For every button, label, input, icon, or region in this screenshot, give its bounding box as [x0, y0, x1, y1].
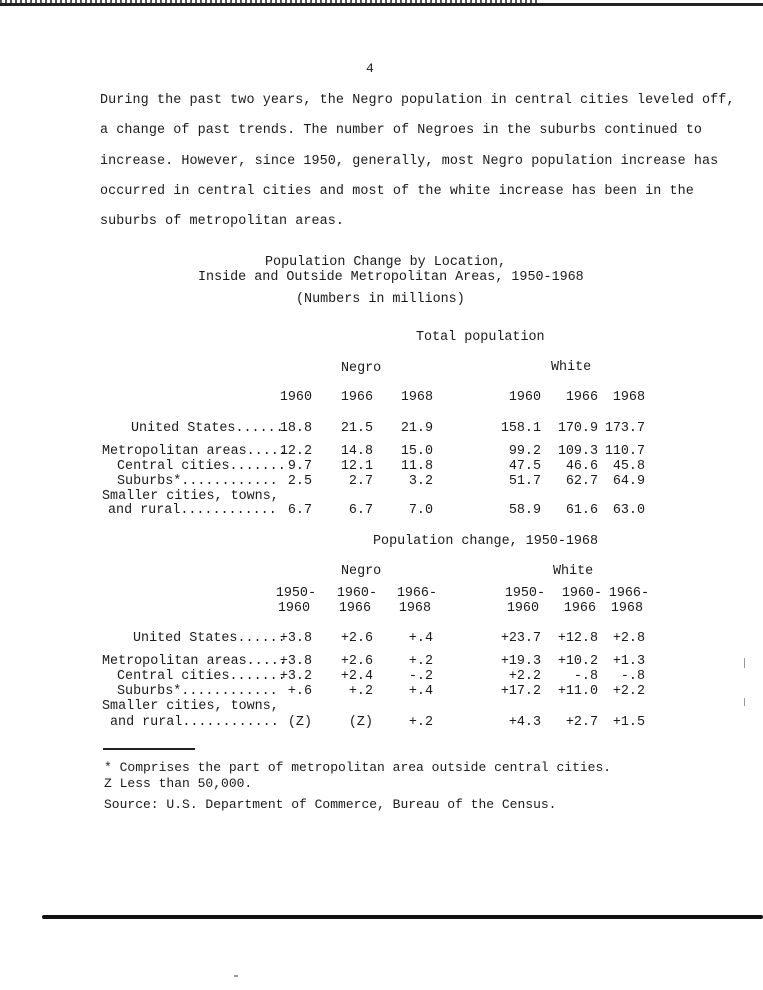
row-label: and rural............	[108, 503, 277, 518]
table-cell: +23.7	[500, 631, 541, 646]
table-cell: 7.0	[408, 503, 433, 518]
table-cell: +3.8	[279, 654, 312, 669]
table-cell: +11.0	[557, 684, 598, 699]
column-period-header: 1968	[398, 601, 431, 616]
scan-speck	[744, 658, 745, 668]
table-cell: 61.6	[565, 503, 598, 518]
table-cell: 14.8	[340, 444, 373, 459]
page-number: 4	[366, 61, 374, 76]
row-label: Central cities.......	[117, 669, 286, 684]
table-title-line2: Inside and Outside Metropolitan Areas, 1950-1968	[198, 270, 584, 285]
table-cell: 12.2	[279, 444, 312, 459]
column-period-header: 1950-	[275, 586, 316, 601]
row-label: Central cities.......	[117, 459, 286, 474]
table-cell: 63.0	[612, 503, 645, 518]
table-cell: +2.6	[340, 631, 373, 646]
table-cell: 3.2	[408, 474, 433, 489]
row-label: Metropolitan areas.....	[102, 444, 287, 459]
footnote-source: Source: U.S. Department of Commerce, Bureau of the Census.	[104, 797, 557, 812]
column-year-header: 1966	[565, 390, 598, 405]
table-cell: +1.5	[612, 715, 645, 730]
table-cell: +.4	[408, 631, 433, 646]
column-year-header: 1966	[340, 390, 373, 405]
table-cell: +.4	[408, 684, 433, 699]
table-title-units: (Numbers in millions)	[296, 292, 465, 307]
group-header-white: White	[553, 564, 594, 579]
table-cell: +2.2	[612, 684, 645, 699]
table-cell: 21.5	[340, 421, 373, 436]
table-cell: 21.9	[400, 421, 433, 436]
column-period-header: 1960	[506, 601, 539, 616]
row-label: and rural............	[110, 715, 279, 730]
table-cell: 62.7	[565, 474, 598, 489]
table-cell: 51.7	[508, 474, 541, 489]
table-cell: 110.7	[604, 444, 645, 459]
table-cell: +3.8	[279, 631, 312, 646]
table-cell: +4.3	[508, 715, 541, 730]
row-label: Smaller cities, towns,	[102, 699, 279, 714]
column-year-header: 1960	[508, 390, 541, 405]
table-cell: 170.9	[557, 421, 598, 436]
table-cell: +2.2	[508, 669, 541, 684]
table-cell: (Z)	[348, 715, 373, 730]
column-period-header: 1966	[338, 601, 371, 616]
table-cell: 46.6	[565, 459, 598, 474]
group-header-negro: Negro	[341, 564, 382, 579]
column-period-header: 1960-	[336, 586, 377, 601]
table-cell: 6.7	[287, 503, 312, 518]
table-cell: +2.4	[340, 669, 373, 684]
column-period-header: 1966	[563, 601, 596, 616]
group-header-negro: Negro	[341, 361, 382, 376]
paragraph-line: increase. However, since 1950, generally, most Negro population increase has	[100, 153, 719, 169]
row-label: Suburbs*............	[117, 474, 278, 489]
table-cell: +.6	[287, 684, 312, 699]
table-cell: +1.3	[612, 654, 645, 669]
table-cell: +.2	[408, 654, 433, 669]
table-cell: 58.9	[508, 503, 541, 518]
row-label: Smaller cities, towns,	[102, 489, 279, 504]
table-cell: 9.7	[287, 459, 312, 474]
table-cell: +.2	[408, 715, 433, 730]
table-cell: +10.2	[557, 654, 598, 669]
table-cell: +2.8	[612, 631, 645, 646]
table-cell: +2.6	[340, 654, 373, 669]
row-label: Metropolitan areas.....	[102, 654, 287, 669]
scan-speck	[744, 698, 745, 706]
paragraph-line: occurred in central cities and most of the white increase has been in the	[100, 183, 694, 199]
footnote-rule	[103, 748, 195, 750]
table-cell: 2.5	[287, 474, 312, 489]
table-cell: 45.8	[612, 459, 645, 474]
section-heading: Total population	[416, 330, 545, 345]
table-cell: 99.2	[508, 444, 541, 459]
column-period-header: 1960-	[561, 586, 602, 601]
table-cell: 15.0	[400, 444, 433, 459]
column-year-header: 1968	[400, 390, 433, 405]
column-period-header: 1966-	[396, 586, 437, 601]
table-cell: -.8	[620, 669, 645, 684]
table-cell: 109.3	[557, 444, 598, 459]
table-cell: +17.2	[500, 684, 541, 699]
row-label: Suburbs*............	[117, 684, 278, 699]
table-cell: 6.7	[348, 503, 373, 518]
column-year-header: 1960	[279, 390, 312, 405]
table-cell: 64.9	[612, 474, 645, 489]
column-period-header: 1960	[277, 601, 310, 616]
table-cell: -.2	[408, 669, 433, 684]
intro-paragraph	[100, 86, 735, 237]
footnote-z: Z Less than 50,000.	[104, 776, 253, 791]
table-cell: 12.1	[340, 459, 373, 474]
table-cell: +3.2	[279, 669, 312, 684]
column-period-header: 1968	[610, 601, 643, 616]
column-period-header: 1950-	[504, 586, 545, 601]
section-heading: Population change, 1950-1968	[373, 534, 598, 549]
scan-speck	[234, 975, 238, 977]
row-label: United States......	[133, 631, 286, 646]
table-cell: 47.5	[508, 459, 541, 474]
table-cell: +.2	[348, 684, 373, 699]
table-cell: 2.7	[348, 474, 373, 489]
table-title-line1: Population Change by Location,	[265, 255, 507, 270]
table-cell: 173.7	[604, 421, 645, 436]
table-cell: +19.3	[500, 654, 541, 669]
paragraph-line: During the past two years, the Negro population in central cities leveled off,	[100, 93, 735, 108]
column-year-header: 1968	[612, 390, 645, 405]
table-cell: 11.8	[400, 459, 433, 474]
table-cell: 158.1	[500, 421, 541, 436]
bottom-rule	[42, 915, 763, 919]
footnote-suburbs: * Comprises the part of metropolitan area outside central cities.	[104, 760, 612, 775]
table-cell: (Z)	[287, 715, 312, 730]
table-cell: +12.8	[557, 631, 598, 646]
table-cell: -.8	[573, 669, 598, 684]
table-cell: 18.8	[279, 421, 312, 436]
top-rule	[0, 3, 763, 6]
group-header-white: White	[551, 360, 592, 375]
paragraph-line: suburbs of metropolitan areas.	[100, 214, 345, 230]
row-label: United States......	[131, 421, 284, 436]
table-cell: +2.7	[565, 715, 598, 730]
paragraph-line: a change of past trends. The number of Negroes in the suburbs continued to	[100, 123, 703, 139]
column-period-header: 1966-	[608, 586, 649, 601]
